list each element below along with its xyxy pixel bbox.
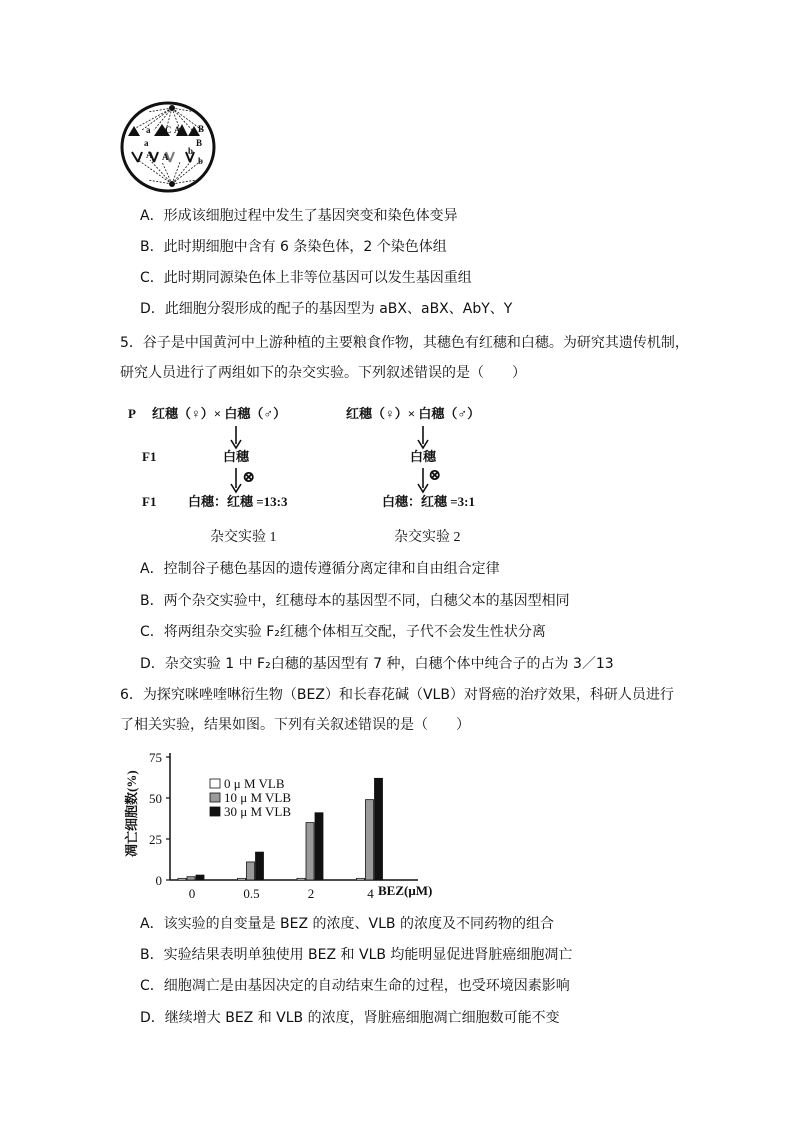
q5-option-a: A．控制谷子穗色基因的遗传遵循分离定律和自由组合定律: [140, 561, 500, 577]
bar-2: [366, 800, 374, 880]
q6-stem-line1: 6．为探究咪唑喹啉衍生物（BEZ）和长春花碱（VLB）对肾癌的治疗效果，科研人员进行: [120, 687, 674, 703]
x-tick-label: 4: [367, 886, 374, 901]
q5-stem-line2: 研究人员进行了两组如下的杂交实验。下列叙述错误的是（ ）: [120, 365, 526, 381]
q6-option-b: B．实验结果表明单独使用 BEZ 和 VLB 均能明显促进肾脏癌细胞凋亡: [140, 947, 573, 963]
x-tick-label: 2: [307, 886, 315, 901]
legend-swatch: [210, 793, 220, 802]
cell-label: a: [144, 138, 149, 148]
bar-3: [256, 852, 264, 880]
y-tick-label: 25: [149, 832, 162, 847]
cell-label: b: [198, 156, 204, 166]
y-tick-label: 75: [149, 750, 162, 765]
cell-label: A: [146, 150, 153, 160]
bar-2: [247, 862, 255, 880]
bar-1: [178, 878, 186, 880]
cell-label: C: [165, 125, 172, 135]
generation-f2-label: F1: [142, 494, 157, 509]
q5-option-c: C．将两组杂交实验 F₂红穗个体相互交配，子代不会发生性状分离: [140, 624, 546, 640]
q5-option-b: B．两个杂交实验中，红穗母本的基因型不同，白穗父本的基因型相同: [140, 593, 570, 609]
q5-stem-line1: 5．谷子是中国黄河中上游种植的主要粮食作物，其穗色有红穗和白穗。为研究其遗传机制，: [120, 335, 689, 351]
bar-2: [187, 877, 195, 880]
exp1-selfing-symbol: ⊗: [242, 469, 256, 486]
q6-option-c: C．细胞凋亡是由基因决定的自动结束生命的过程，也受环境因素影响: [140, 978, 570, 994]
bar-1: [297, 878, 305, 880]
legend-swatch: [210, 779, 220, 788]
cell-label: a: [146, 125, 151, 135]
cell-label: B: [196, 138, 203, 148]
cell-label: A: [174, 125, 181, 135]
exp2-selfing-symbol: ⊗: [428, 467, 442, 484]
y-tick-label: 50: [149, 791, 162, 806]
bar-2: [306, 823, 314, 880]
exp1-cross: 红穗（♀）× 白穗（♂）: [152, 406, 287, 421]
cell-label: A: [162, 152, 169, 162]
exp2-f2-ratio: 白穗：红穗 =3:1: [382, 494, 475, 509]
bar-chart: [118, 745, 458, 905]
exp1-f2-ratio: 白穗：红穗 =13:3: [188, 494, 288, 509]
bar-3: [196, 875, 204, 880]
bar-1: [357, 878, 365, 880]
cell-figure: [118, 100, 218, 195]
generation-f1-label: F1: [142, 449, 157, 464]
q4-option-b: B．此时期细胞中含有 6 条染色体，2 个染色体组: [140, 239, 447, 255]
generation-p-label: P: [128, 406, 136, 421]
bar-3: [315, 813, 323, 880]
q4-option-a: A．形成该细胞过程中发生了基因突变和染色体变异: [140, 208, 458, 224]
q5-option-d: D．杂交实验 1 中 F₂白穗的基因型有 7 种，白穗个体中纯合子的占为 3／13: [140, 656, 614, 672]
bar-3: [375, 778, 383, 880]
exp2-cross: 红穗（♀）× 白穗（♂）: [346, 406, 481, 421]
q4-option-d: D．此细胞分裂形成的配子的基因型为 aBX、aBX、AbY、Y: [140, 301, 513, 317]
legend-label: 0 μ M VLB: [224, 776, 285, 791]
bar-1: [238, 878, 246, 880]
exp1-f1: 白穗: [223, 449, 250, 464]
legend-label: 10 μ M VLB: [224, 790, 292, 805]
exp2-f1: 白穗: [410, 449, 437, 464]
cell-label: B: [198, 124, 205, 134]
y-tick-label: 0: [155, 873, 162, 888]
legend-label: 30 μ M VLB: [224, 804, 292, 819]
cross-diagram: [120, 400, 520, 550]
q4-option-c: C．此时期同源染色体上非等位基因可以发生基因重组: [140, 270, 472, 286]
q6-stem-line2: 了相关实验，结果如图。下列有关叙述错误的是（ ）: [120, 717, 470, 733]
legend-swatch: [210, 807, 220, 816]
q6-option-d: D．继续增大 BEZ 和 VLB 的浓度，肾脏癌细胞凋亡细胞数可能不变: [140, 1010, 560, 1026]
cell-label: b: [188, 146, 194, 156]
y-axis-title: 凋亡细胞数(%): [124, 770, 139, 857]
x-tick-label: 0.5: [243, 886, 260, 901]
q6-option-a: A．该实验的自变量是 BEZ 的浓度、VLB 的浓度及不同药物的组合: [140, 916, 554, 932]
x-axis-title: BEZ(μM): [378, 883, 433, 898]
exp1-caption: 杂交实验 1: [210, 530, 277, 545]
x-tick-label: 0: [188, 886, 196, 901]
exp2-caption: 杂交实验 2: [394, 530, 461, 545]
